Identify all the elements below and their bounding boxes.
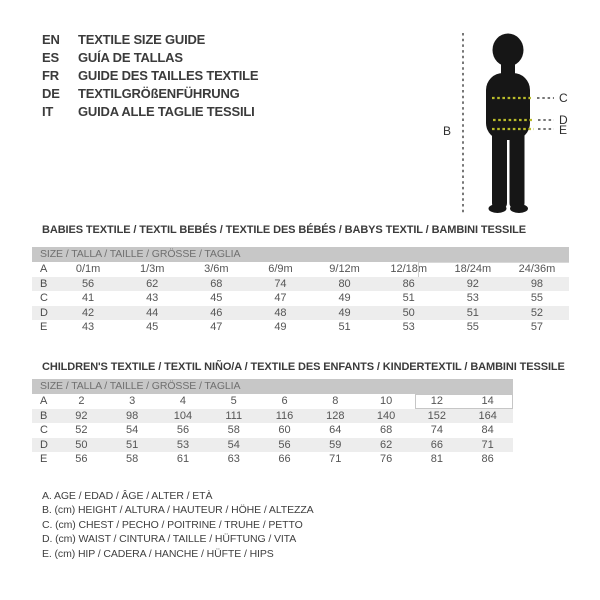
figure-label-waist: D xyxy=(559,113,568,127)
row-label: D xyxy=(40,438,48,451)
language-label: TEXTILE SIZE GUIDE xyxy=(78,32,206,47)
table-cell: 6/9m xyxy=(268,263,293,275)
table-cell: 104 xyxy=(173,409,193,422)
table-cell: 62 xyxy=(379,438,393,451)
table-cell: 61 xyxy=(176,453,190,465)
table-cell: 3/6m xyxy=(204,263,229,275)
legend-line-age: A. AGE / EDAD / ÂGE / ALTER / ETÀ xyxy=(42,490,213,502)
language-code: FR xyxy=(42,68,59,83)
children-size-table xyxy=(32,379,513,467)
table-cell: 86 xyxy=(481,453,494,465)
table-cell: 14 xyxy=(481,395,494,407)
table-cell: 56 xyxy=(75,453,88,465)
table-row-E xyxy=(32,320,569,335)
table-cell: 47 xyxy=(274,292,287,304)
table-cell: 64 xyxy=(329,424,342,436)
children-table-header: SIZE / TALLA / TAILLE / GRÖSSE / TAGLIA xyxy=(32,379,513,394)
table-cell: 66 xyxy=(430,438,443,451)
legend-line-chest: C. (cm) CHEST / PECHO / POITRINE / TRUHE / PETTO xyxy=(42,518,303,531)
table-cell: 66 xyxy=(278,453,291,465)
table-cell: 51 xyxy=(126,438,139,451)
table-row-A xyxy=(32,262,569,277)
table-cell: 46 xyxy=(210,306,223,319)
table-cell: 53 xyxy=(466,292,479,304)
row-label: B xyxy=(40,277,48,290)
table-cell: 50 xyxy=(75,438,88,451)
row-label: C xyxy=(40,292,48,304)
table-cell: 86 xyxy=(402,277,415,290)
table-cell: 9/12m xyxy=(329,263,360,275)
table-cell: 128 xyxy=(326,409,345,422)
table-cell: 54 xyxy=(126,424,139,436)
row-label: E xyxy=(40,453,48,465)
row-label: C xyxy=(40,424,48,436)
table-cell: 152 xyxy=(427,409,447,422)
table-cell: 5 xyxy=(230,395,237,407)
language-row-es xyxy=(42,49,258,67)
table-cell: 74 xyxy=(430,424,443,436)
table-cell: 164 xyxy=(478,409,497,422)
table-cell: 59 xyxy=(329,438,342,451)
table-cell: 58 xyxy=(126,453,139,465)
table-cell: 10 xyxy=(379,395,393,407)
table-cell: 92 xyxy=(75,409,88,422)
table-cell: 68 xyxy=(210,277,223,290)
table-cell: 49 xyxy=(274,321,287,333)
table-cell: 58 xyxy=(227,424,240,436)
table-cell: 6 xyxy=(281,395,288,407)
table-cell: 2 xyxy=(78,395,85,407)
table-cell: 74 xyxy=(274,277,287,290)
table-cell: 140 xyxy=(376,409,396,422)
language-row-de xyxy=(42,85,258,103)
table-row-D xyxy=(32,306,569,321)
figure-label-height: B xyxy=(443,124,452,138)
figure-label-chest: C xyxy=(559,91,568,105)
table-row-C xyxy=(32,423,513,438)
table-cell: 56 xyxy=(278,438,291,451)
babies-size-table xyxy=(32,247,569,335)
table-cell: 81 xyxy=(430,453,443,465)
table-cell: 71 xyxy=(481,438,494,451)
babies-section-title: BABIES TEXTILE / TEXTIL BEBÉS / TEXTILE DES BÉBÉS / BABYS TEXTIL / BAMBINI TESSILE xyxy=(42,224,527,236)
table-cell: 52 xyxy=(530,306,544,319)
language-row-it xyxy=(42,103,258,121)
table-cell: 12/18m xyxy=(390,263,428,275)
table-cell: 53 xyxy=(176,438,190,451)
table-cell: 18/24m xyxy=(454,263,492,275)
row-label: E xyxy=(40,321,48,333)
table-cell: 116 xyxy=(275,409,294,422)
language-list xyxy=(42,31,258,121)
table-cell: 1/3m xyxy=(139,263,165,275)
figure-label-hip: E xyxy=(559,123,568,137)
table-cell: 55 xyxy=(530,292,544,304)
table-cell: 51 xyxy=(338,321,351,333)
table-cell: 45 xyxy=(146,321,159,333)
table-cell: 47 xyxy=(210,321,223,333)
babies-table-rows xyxy=(32,262,569,335)
table-cell: 53 xyxy=(402,321,415,333)
table-row-B xyxy=(32,409,513,424)
row-label: D xyxy=(40,306,48,319)
table-cell: 60 xyxy=(278,424,291,436)
table-cell: 71 xyxy=(329,453,342,465)
language-label: GUIDA ALLE TAGLIE TESSILI xyxy=(78,104,255,119)
table-cell: 80 xyxy=(338,277,351,290)
table-cell: 24/36m xyxy=(518,263,556,275)
table-cell: 98 xyxy=(530,277,544,290)
table-cell: 3 xyxy=(129,395,136,407)
table-cell: 43 xyxy=(146,292,159,304)
table-cell: 0/1m xyxy=(75,263,101,275)
table-row-A xyxy=(32,394,513,409)
language-label: TEXTILGRÖßENFÜHRUNG xyxy=(78,86,240,101)
table-cell: 63 xyxy=(227,453,240,465)
measurement-legend xyxy=(42,489,314,561)
table-cell: 52 xyxy=(75,424,88,436)
legend-line-waist: D. (cm) WAIST / CINTURA / TAILLE / HÜFTUNG / VITA xyxy=(42,533,297,546)
legend-line-hip: E. (cm) HIP / CADERA / HANCHE / HÜFTE / HIPS xyxy=(42,547,274,560)
legend-line-height: B. (cm) HEIGHT / ALTURA / HAUTEUR / HÖHE / ALTEZZA xyxy=(42,504,314,517)
table-cell: 8 xyxy=(332,395,339,407)
table-row-C xyxy=(32,291,569,306)
table-cell: 45 xyxy=(210,292,223,304)
language-label: GUIDE DES TAILLES TEXTILE xyxy=(78,68,259,83)
table-cell: 98 xyxy=(126,409,139,422)
table-cell: 55 xyxy=(466,321,479,333)
table-cell: 4 xyxy=(179,395,187,407)
table-row-B xyxy=(32,277,569,292)
table-cell: 49 xyxy=(338,306,351,319)
table-cell: 56 xyxy=(81,277,95,290)
table-row-D xyxy=(32,438,513,453)
child-measurement-figure xyxy=(440,20,600,220)
table-cell: 56 xyxy=(176,424,190,436)
table-cell: 49 xyxy=(338,292,351,304)
language-code: IT xyxy=(42,104,54,119)
children-section-title: CHILDREN'S TEXTILE / TEXTIL NIÑO/A / TEXTILE DES ENFANTS / KINDERTEXTIL / BAMBINI TESSILE xyxy=(42,361,565,373)
table-cell: 48 xyxy=(274,306,287,319)
table-cell: 111 xyxy=(225,409,243,422)
table-cell: 50 xyxy=(402,306,415,319)
babies-table-header: SIZE / TALLA / TAILLE / GRÖSSE / TAGLIA xyxy=(32,247,569,262)
table-cell: 57 xyxy=(530,321,544,333)
table-cell: 76 xyxy=(379,453,393,465)
row-label: A xyxy=(40,263,48,275)
table-cell: 41 xyxy=(81,292,95,304)
table-cell: 54 xyxy=(227,438,240,451)
language-label: GUÍA DE TALLAS xyxy=(78,50,183,65)
table-cell: 92 xyxy=(466,277,479,290)
table-cell: 84 xyxy=(481,424,494,436)
table-cell: 68 xyxy=(379,424,393,436)
language-code: DE xyxy=(42,86,60,101)
table-cell: 51 xyxy=(402,292,415,304)
language-code: ES xyxy=(42,50,59,65)
language-row-fr xyxy=(42,67,258,85)
table-cell: 42 xyxy=(81,306,95,319)
table-row-E xyxy=(32,452,513,467)
table-cell: 43 xyxy=(81,321,95,333)
table-cell: 62 xyxy=(146,277,159,290)
table-cell: 51 xyxy=(466,306,479,319)
table-cell: 44 xyxy=(146,306,159,319)
language-code: EN xyxy=(42,32,60,47)
row-label: A xyxy=(40,395,48,407)
language-row-en xyxy=(42,31,258,49)
row-label: B xyxy=(40,409,48,422)
table-cell: 12 xyxy=(430,395,443,407)
child-silhouette-icon xyxy=(486,34,530,214)
children-table-rows xyxy=(32,394,513,467)
